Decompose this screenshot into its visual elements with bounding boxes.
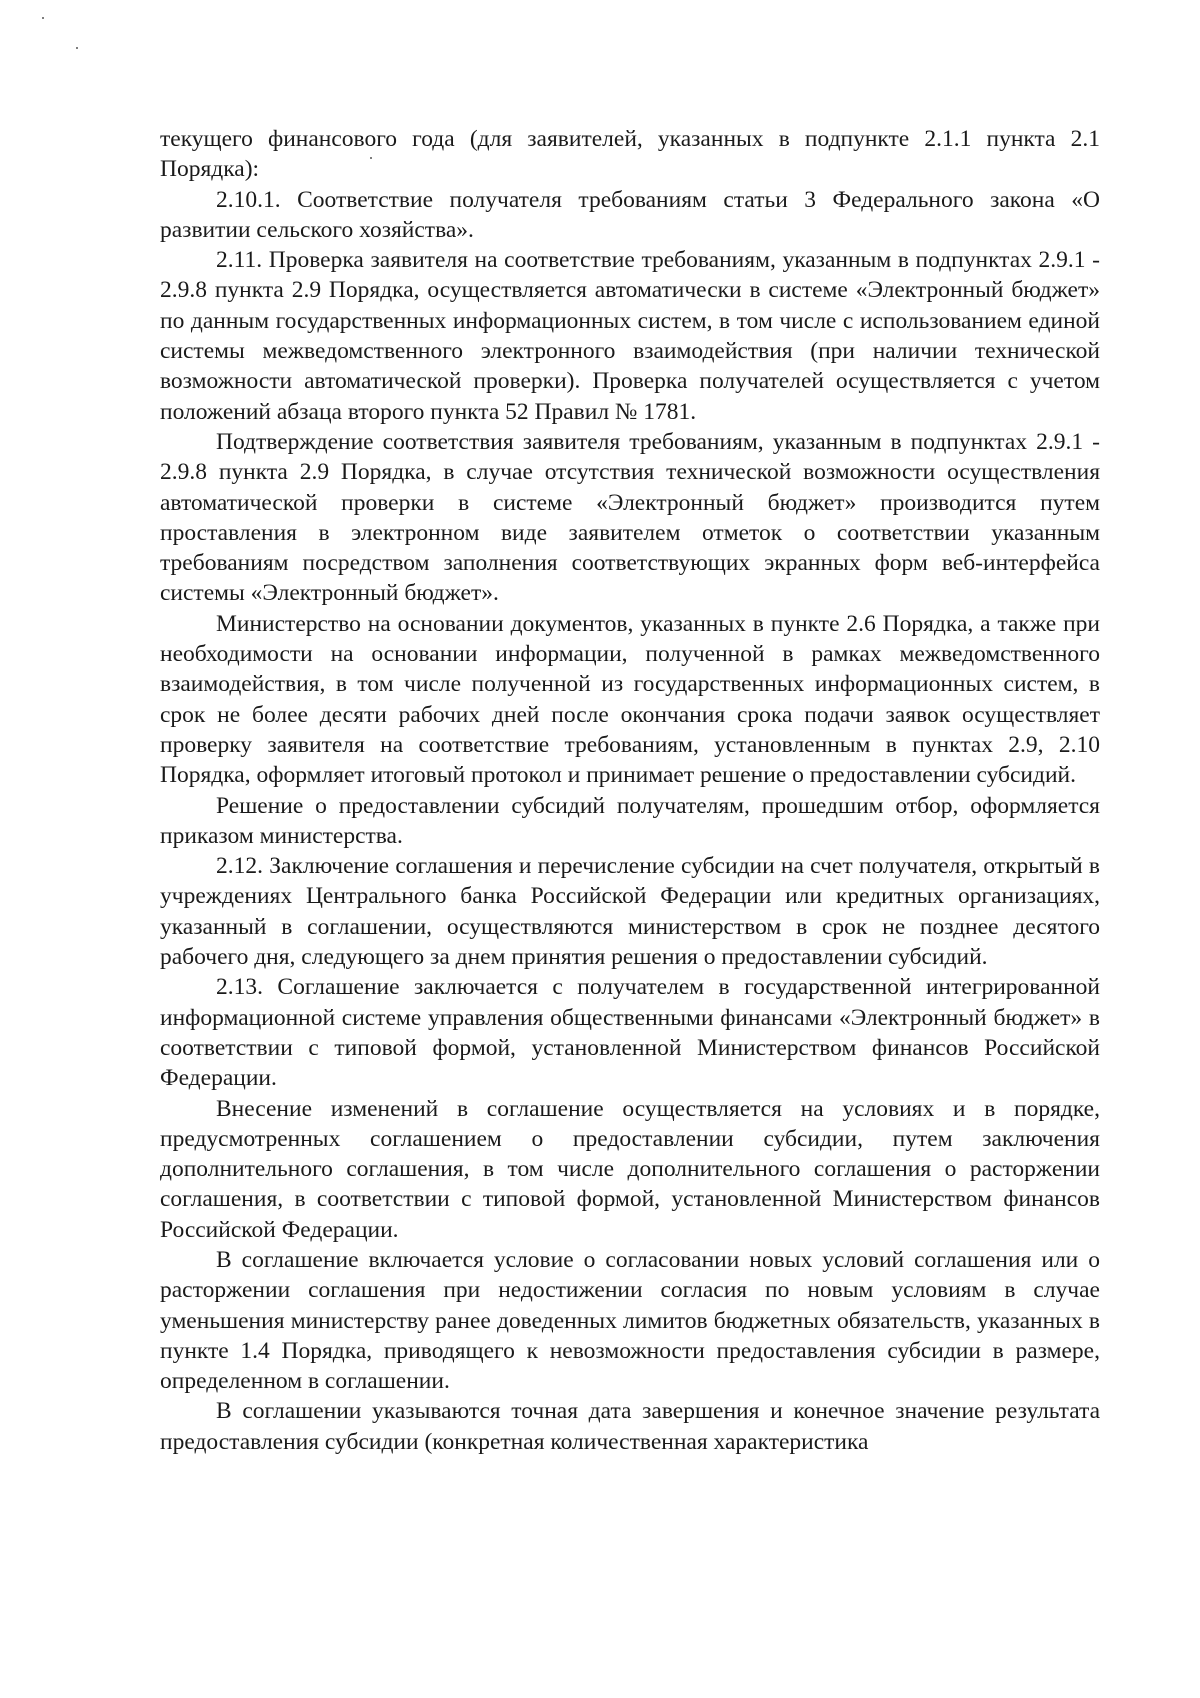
paragraph-confirmation: Подтверждение соответствия заявителя требованиям, указанным в подпунктах 2.9.1 - 2.9.8 пункта 2.9 Порядка, в случае отсутствия технической возможности осуществления автоматической проверки в системе «Электронный бюджет» производится путем проставления в электронном виде заявителем отметок о соответствии указанным требованиям посредством заполнения соответствующих экранных форм веб-интерфейса системы «Электронный бюджет». bbox=[160, 428, 1100, 607]
paragraph-result-date: В соглашении указываются точная дата завершения и конечное значение результата предоставления субсидии (конкретная количественная характеристика bbox=[160, 1398, 1100, 1455]
paragraph-2-12: 2.12. Заключение соглашения и перечисление субсидии на счет получателя, открытый в учреждениях Центрального банка Российской Федерации или кредитных организациях, указанный в соглашении, осуществляются министерством в срок не позднее десятого рабочего дня, следующего за днем принятия решения о предоставлении субсидий. bbox=[160, 853, 1100, 971]
paragraph-continuation: текущего финансового года (для заявителей, указанных в подпункте 2.1.1 пункта 2.1 Порядка): bbox=[160, 126, 1100, 183]
paragraph-conditions: В соглашение включается условие о согласовании новых условий соглашения или о расторжении соглашения при недостижении согласия по новым условиям в случае уменьшения министерству ранее доведенных лимитов бюджетных обязательств, указанных в пункте 1.4 Порядка, приводящего к невозможности предоставления субсидии в размере, определенном в соглашении. bbox=[160, 1246, 1100, 1395]
paragraph-amendments: Внесение изменений в соглашение осуществляется на условиях и в порядке, предусмотренных соглашением о предоставлении субсидии, путем заключения дополнительного соглашения, в том числе дополнительного соглашения о расторжении соглашения, в соответствии с типовой формой, установленной Министерством финансов Российской Федерации. bbox=[160, 1095, 1100, 1243]
paragraph-2-13: 2.13. Соглашение заключается с получателем в государственной интегрированной информационной системе управления общественными финансами «Электронный бюджет» в соответствии с типовой формой, установленной Министерством финансов Российской Федерации. bbox=[160, 974, 1100, 1092]
scan-speck bbox=[42, 17, 44, 19]
document-page bbox=[160, 124, 1100, 1457]
paragraph-ministry-check: Министерство на основании документов, указанных в пункте 2.6 Порядка, а также при необходимости на основании информации, полученной в рамках межведомственного взаимодействия, в том числе полученной из государственных информационных систем, в срок не более десяти рабочих дней после окончания срока подачи заявок осуществляет проверку заявителя на соответствие требованиям, установленным в пунктах 2.9, 2.10 Порядка, оформляет итоговый протокол и принимает решение о предоставлении субсидий. bbox=[160, 610, 1100, 789]
scan-speck bbox=[76, 47, 78, 49]
paragraph-2-10-1: 2.10.1. Соответствие получателя требованиям статьи 3 Федерального закона «О развитии сельского хозяйства». bbox=[160, 186, 1100, 243]
paragraph-2-11: 2.11. Проверка заявителя на соответствие требованиям, указанным в подпунктах 2.9.1 - 2.9.8 пункта 2.9 Порядка, осуществляется автоматически в системе «Электронный бюджет» по данным государственных информационных систем, в том числе с использованием единой системы межведомственного электронного взаимодействия (при наличии технической возможности автоматической проверки). Проверка получателей осуществляется с учетом положений абзаца второго пункта 52 Правил № 1781. bbox=[160, 247, 1100, 425]
paragraph-decision: Решение о предоставлении субсидий получателям, прошедшим отбор, оформляется приказом министерства. bbox=[160, 792, 1100, 849]
